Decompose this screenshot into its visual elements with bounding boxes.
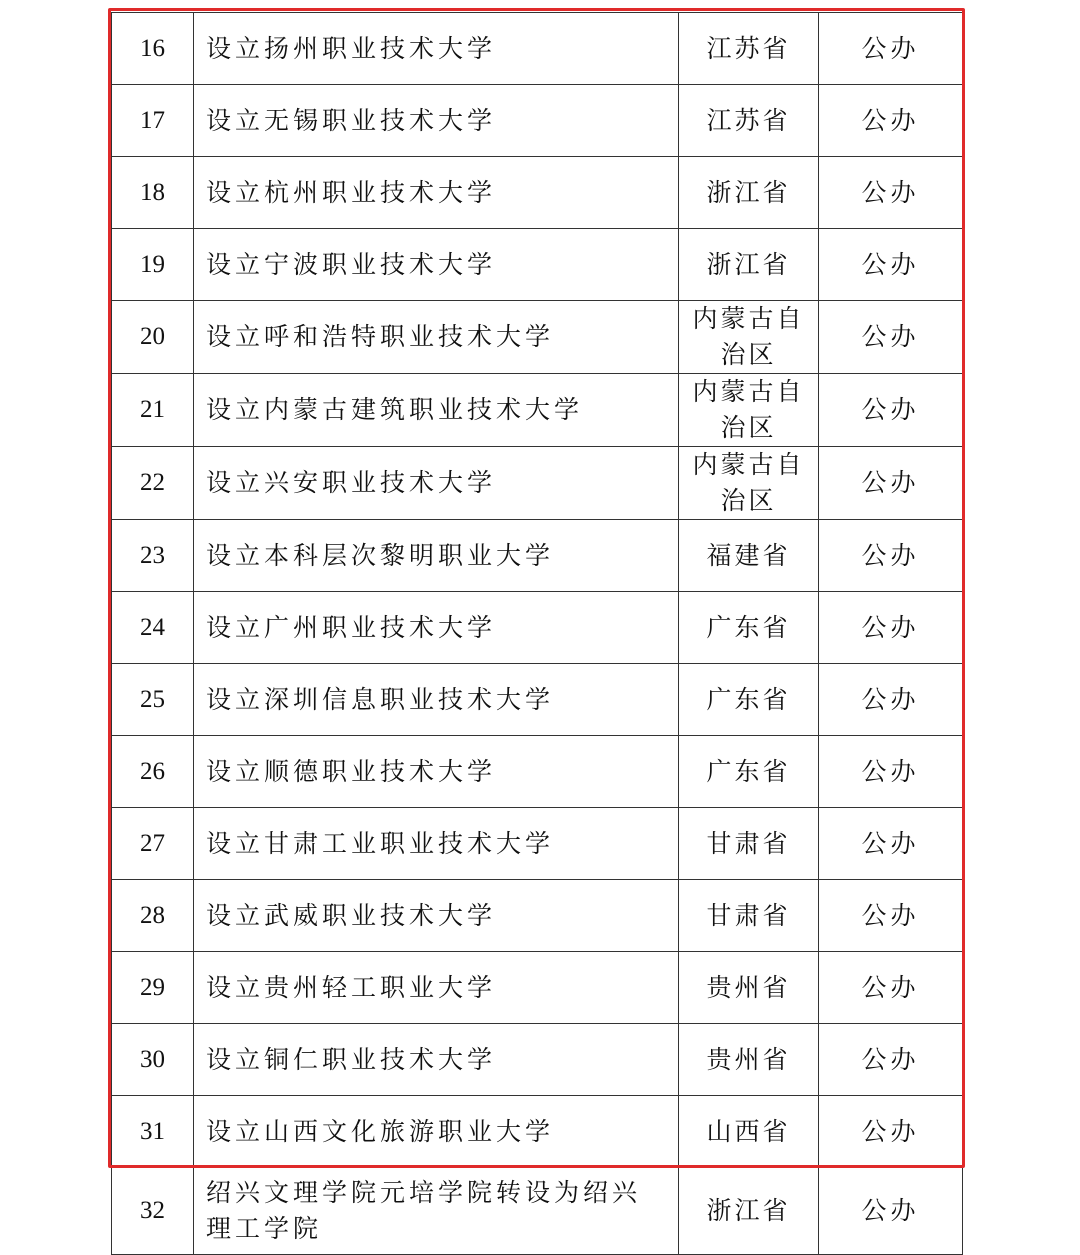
row-number: 30: [112, 1024, 194, 1096]
row-type: 公办: [819, 374, 963, 447]
row-province: 福建省: [679, 520, 819, 592]
table-row: [112, 229, 963, 301]
table-row: [112, 13, 963, 85]
row-name: 设立内蒙古建筑职业技术大学: [194, 374, 679, 447]
row-number: 24: [112, 592, 194, 664]
row-province: 甘肃省: [679, 880, 819, 952]
row-name: 设立宁波职业技术大学: [194, 229, 679, 301]
row-name: 设立本科层次黎明职业大学: [194, 520, 679, 592]
row-province: 浙江省: [679, 229, 819, 301]
row-number: 17: [112, 85, 194, 157]
row-name: 设立无锡职业技术大学: [194, 85, 679, 157]
table-row: [112, 447, 963, 520]
row-province: 贵州省: [679, 1024, 819, 1096]
row-name: 设立兴安职业技术大学: [194, 447, 679, 520]
table-row: [112, 592, 963, 664]
row-name: 设立铜仁职业技术大学: [194, 1024, 679, 1096]
row-province: 江苏省: [679, 13, 819, 85]
table-row: [112, 157, 963, 229]
row-province: 广东省: [679, 592, 819, 664]
row-type: 公办: [819, 808, 963, 880]
row-province: 浙江省: [679, 1168, 819, 1255]
row-number: 27: [112, 808, 194, 880]
row-type: 公办: [819, 520, 963, 592]
table-row: [112, 736, 963, 808]
row-number: 16: [112, 13, 194, 85]
row-province: 广东省: [679, 736, 819, 808]
row-province: 内蒙古自治区: [679, 447, 819, 520]
row-name: 绍兴文理学院元培学院转设为绍兴理工学院: [194, 1168, 679, 1255]
row-type: 公办: [819, 229, 963, 301]
row-name: 设立山西文化旅游职业大学: [194, 1096, 679, 1168]
row-name: 设立呼和浩特职业技术大学: [194, 301, 679, 374]
row-type: 公办: [819, 952, 963, 1024]
row-name: 设立杭州职业技术大学: [194, 157, 679, 229]
row-name: 设立甘肃工业职业技术大学: [194, 808, 679, 880]
table-row: [112, 85, 963, 157]
row-province: 广东省: [679, 664, 819, 736]
row-number: 28: [112, 880, 194, 952]
row-number: 26: [112, 736, 194, 808]
table-row: [112, 1168, 963, 1255]
table-row: [112, 952, 963, 1024]
row-province: 贵州省: [679, 952, 819, 1024]
row-type: 公办: [819, 880, 963, 952]
row-province: 山西省: [679, 1096, 819, 1168]
row-type: 公办: [819, 1168, 963, 1255]
row-province: 内蒙古自治区: [679, 374, 819, 447]
row-name: 设立深圳信息职业技术大学: [194, 664, 679, 736]
row-number: 31: [112, 1096, 194, 1168]
row-province: 浙江省: [679, 157, 819, 229]
table-row: [112, 664, 963, 736]
table-row: [112, 1096, 963, 1168]
row-name: 设立武威职业技术大学: [194, 880, 679, 952]
row-type: 公办: [819, 85, 963, 157]
table-row: [112, 880, 963, 952]
row-type: 公办: [819, 447, 963, 520]
table-row: [112, 301, 963, 374]
row-type: 公办: [819, 736, 963, 808]
row-number: 19: [112, 229, 194, 301]
table-row: [112, 520, 963, 592]
row-name: 设立广州职业技术大学: [194, 592, 679, 664]
row-province: 内蒙古自治区: [679, 301, 819, 374]
row-number: 18: [112, 157, 194, 229]
row-type: 公办: [819, 301, 963, 374]
row-type: 公办: [819, 1024, 963, 1096]
row-province: 江苏省: [679, 85, 819, 157]
row-number: 29: [112, 952, 194, 1024]
row-type: 公办: [819, 1096, 963, 1168]
table-row: [112, 808, 963, 880]
document-table-container: [111, 12, 962, 1255]
table-row: [112, 374, 963, 447]
row-name: 设立贵州轻工职业大学: [194, 952, 679, 1024]
row-number: 23: [112, 520, 194, 592]
row-type: 公办: [819, 664, 963, 736]
row-type: 公办: [819, 13, 963, 85]
row-number: 25: [112, 664, 194, 736]
table-row: [112, 1024, 963, 1096]
row-number: 21: [112, 374, 194, 447]
row-type: 公办: [819, 157, 963, 229]
university-list-table: [111, 12, 963, 1255]
row-name: 设立扬州职业技术大学: [194, 13, 679, 85]
row-province: 甘肃省: [679, 808, 819, 880]
row-number: 32: [112, 1168, 194, 1255]
row-number: 22: [112, 447, 194, 520]
row-name: 设立顺德职业技术大学: [194, 736, 679, 808]
row-type: 公办: [819, 592, 963, 664]
row-number: 20: [112, 301, 194, 374]
